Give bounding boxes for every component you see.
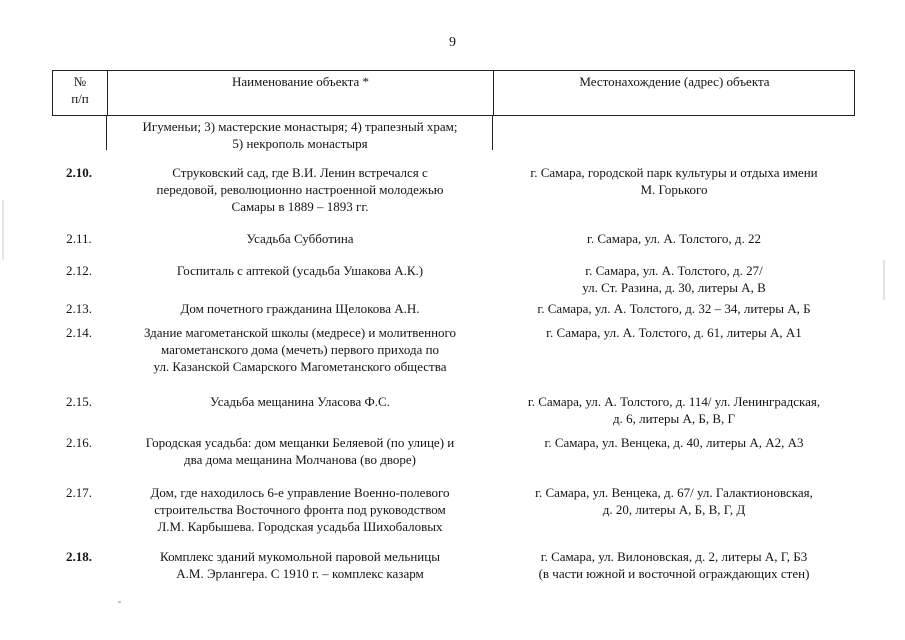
object-address	[496, 324, 852, 341]
row-number: 2.18.	[66, 549, 92, 564]
object-name-line: магометанского дома (мечеть) первого прихода по	[160, 342, 440, 357]
object-address-line: д. 20, литеры А, Б, В, Г, Д	[602, 502, 746, 517]
object-name-line: Струковский сад, где В.И. Ленин встречался с	[172, 165, 428, 180]
object-address-line: д. 6, литеры А, Б, В, Г	[612, 411, 736, 426]
object-name	[112, 484, 488, 535]
scan-artifact	[2, 200, 4, 260]
object-address	[496, 230, 852, 247]
object-name	[112, 300, 488, 317]
header-num-line: п/п	[71, 91, 89, 106]
header-num	[53, 73, 107, 107]
header-name: Наименование объекта *	[231, 74, 370, 89]
object-name	[112, 164, 488, 215]
object-name	[112, 393, 488, 410]
header-num-line: №	[73, 74, 87, 89]
object-name-line: Комплекс зданий мукомольной паровой мельницы	[160, 549, 440, 564]
scan-artifact	[118, 601, 121, 603]
object-name-line: Дом почетного гражданина Щелокова А.Н.	[180, 301, 420, 316]
object-address-line: г. Самара, ул. Венцека, д. 40, литеры А, А2, А3	[544, 435, 804, 450]
object-name-line: 5) некрополь монастыря	[232, 136, 368, 151]
row-number: 2.11.	[66, 231, 92, 246]
object-address-line: (в части южной и восточной ограждающих стен)	[538, 566, 810, 581]
object-address-line: г. Самара, ул. Венцека, д. 67/ ул. Галактионовская,	[535, 485, 813, 500]
object-address-line: г. Самара, ул. А. Толстого, д. 114/ ул. Ленинградская,	[527, 394, 821, 409]
object-address-line: г. Самара, ул. А. Толстого, д. 61, литеры А, А1	[546, 325, 802, 340]
object-name-line: Дом, где находилось 6-е управление Военно-полевого	[150, 485, 450, 500]
object-name	[112, 118, 488, 152]
object-name	[112, 262, 488, 279]
object-name-line: Игуменьи; 3) мастерские монастыря; 4) трапезный храм;	[142, 119, 458, 134]
object-name-line: Усадьба мещанина Уласова Ф.С.	[210, 394, 390, 409]
row-number: 2.10.	[66, 165, 92, 180]
row-number: 2.15.	[66, 394, 92, 409]
object-address-line: г. Самара, городской парк культуры и отдыха имени	[530, 165, 818, 180]
object-address-line: г. Самара, ул. Вилоновская, д. 2, литеры А, Г, Б3	[540, 549, 808, 564]
page-number: 9	[449, 35, 456, 50]
object-name-line: передовой, революционно настроенной молодежью	[156, 182, 444, 197]
table-header	[52, 70, 855, 116]
object-address-line: г. Самара, ул. А. Толстого, д. 32 – 34, литеры А, Б	[537, 301, 811, 316]
row-number: 2.16.	[66, 435, 92, 450]
object-address-line: М. Горького	[640, 182, 708, 197]
object-name-line: ул. Казанской Самарского Магометанского общества	[153, 359, 447, 374]
column-divider	[492, 116, 493, 150]
object-address	[496, 300, 852, 317]
object-address	[496, 484, 852, 518]
object-name-line: строительства Восточного фронта под руководством	[154, 502, 446, 517]
object-address	[496, 164, 852, 198]
object-name	[112, 230, 488, 247]
object-address-line: г. Самара, ул. А. Толстого, д. 27/	[585, 263, 763, 278]
row-number: 2.14.	[66, 325, 92, 340]
object-name-line: два дома мещанина Молчанова (во дворе)	[184, 452, 416, 467]
object-name-line: Городская усадьба: дом мещанки Беляевой (по улице) и	[145, 435, 455, 450]
object-name-line: Л.М. Карбышева. Городская усадьба Шихобаловых	[157, 519, 443, 534]
row-number: 2.12.	[66, 263, 92, 278]
object-address	[496, 262, 852, 296]
object-address-line: ул. Ст. Разина, д. 30, литеры А, В	[582, 280, 766, 295]
object-name-line: Здание магометанской школы (медресе) и молитвенного	[143, 325, 457, 340]
header-address: Местонахождение (адрес) объекта	[579, 74, 770, 89]
row-number: 2.13.	[66, 301, 92, 316]
object-address-line: г. Самара, ул. А. Толстого, д. 22	[587, 231, 761, 246]
row-number: 2.17.	[66, 485, 92, 500]
object-address	[496, 434, 852, 451]
object-name	[112, 548, 488, 582]
object-name	[112, 324, 488, 375]
scan-artifact	[883, 260, 885, 300]
object-name-line: Госпиталь с аптекой (усадьба Ушакова А.К.)	[176, 263, 424, 278]
object-name-line: А.М. Эрлангера. С 1910 г. – комплекс казарм	[176, 566, 424, 581]
object-name-line: Самары в 1889 – 1893 гг.	[231, 199, 369, 214]
object-address	[496, 548, 852, 582]
object-address	[496, 393, 852, 427]
object-name	[112, 434, 488, 468]
object-name-line: Усадьба Субботина	[246, 231, 354, 246]
column-divider	[106, 116, 107, 150]
